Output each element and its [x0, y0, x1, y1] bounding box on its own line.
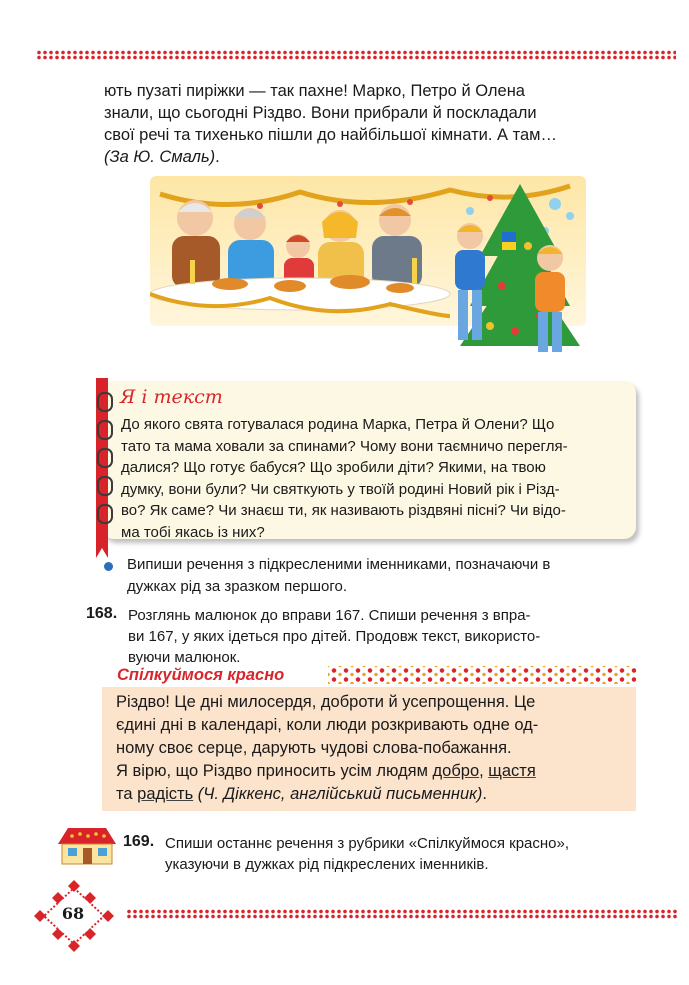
- story-source-end: .: [215, 148, 220, 166]
- binder-ring-icon: [97, 504, 113, 524]
- top-embroidery-border: [36, 50, 676, 60]
- talk-line-4-start: Я вірю, що Різдво приносить усім людям: [116, 762, 433, 780]
- story-line: свої речі та тихенько пішли до найбільшої кімнати. А там…: [104, 126, 558, 144]
- talk-line: Різдво! Це дні милосердя, доброти й усепрощення. Це: [116, 693, 536, 711]
- question-line: До якого свята готувалася родина Марка, Петра й Олени? Що: [121, 416, 555, 433]
- question-line: думку, вони були? Чи святкують у твоїй родині Новий рік і Різд-: [121, 480, 560, 498]
- underlined-word-shchastia: щастя: [488, 762, 536, 780]
- task-line: дужках рід за зразком першого.: [127, 577, 347, 595]
- exercise-168-text: [128, 605, 635, 668]
- talk-line-5-start: та: [116, 785, 138, 803]
- story-source: (За Ю. Смаль): [104, 148, 216, 166]
- binder-ring-icon: [97, 476, 113, 496]
- spilkuimosia-heading: Спілкуймося красно: [117, 666, 285, 684]
- story-source-line: [104, 146, 635, 168]
- spilkuimosia-text: [116, 691, 634, 806]
- exercise-line: указуючи в дужках рід підкреслених іменників.: [165, 856, 489, 873]
- page-number: 68: [61, 904, 85, 923]
- exercise-169-text: [165, 833, 635, 875]
- exercise-line: Спиши останнє речення з рубрики «Спілкуймося красно»,: [165, 835, 570, 852]
- ribbon-notch-icon: [96, 548, 108, 558]
- talk-line: [116, 783, 634, 806]
- underlined-word-dobro: добро: [432, 762, 480, 780]
- story-line: знали, що сьогодні Різдво. Вони прибрали й поскладали: [104, 104, 537, 122]
- bullet-task: [127, 554, 635, 597]
- bullet-icon: [104, 562, 113, 571]
- citation: (Ч. Діккенс, англійський письменник): [193, 785, 483, 803]
- question-line: далися? Що готує бабуся? Що зробили діти? Якими, на твою: [121, 459, 546, 476]
- christmas-family-illustration: [150, 176, 586, 372]
- story-paragraph: [104, 80, 635, 168]
- comma: ,: [479, 762, 489, 780]
- exercise-168-number: 168.: [86, 605, 118, 622]
- talk-line-5-end: .: [482, 785, 487, 803]
- exercise-line: ви 167, у яких ідеться про дітей. Продовж текст, використо-: [128, 628, 541, 645]
- talk-line: ному своє серце, дарують чудові слова-побажання.: [116, 739, 512, 757]
- question-line: тато та мама ховали за спинами? Чому вони таємничо перегля-: [121, 437, 568, 455]
- story-line: ють пузаті пиріжки — так пахне! Марко, Петро й Олена: [104, 82, 525, 100]
- binder-ring-icon: [97, 448, 113, 468]
- exercise-169-number: 169.: [123, 833, 155, 850]
- underlined-word-radist: радість: [137, 785, 194, 803]
- embroidery-ornament-strip: [328, 666, 636, 684]
- bottom-embroidery-border: [126, 909, 678, 919]
- question-line: во? Як саме? Чи знаєш ти, як називають різдвяні пісні? Чи відо-: [121, 502, 566, 519]
- task-line: Випиши речення з підкресленими іменниками, позначаючи в: [127, 556, 551, 573]
- ya-i-tekst-title: Я і текст: [120, 386, 223, 408]
- talk-line: єдині дні в календарі, коли люди розкривають одне од-: [116, 716, 539, 734]
- exercise-line: Розглянь малюнок до вправи 167. Спиши речення з впра-: [128, 607, 531, 624]
- talk-line: [116, 760, 634, 783]
- ukrainian-house-icon: [54, 826, 120, 866]
- question-line: ма тобі якась із них?: [121, 523, 265, 541]
- binder-ring-icon: [97, 420, 113, 440]
- binder-ring-icon: [97, 392, 113, 412]
- exercise-line: вуючи малюнок.: [128, 649, 241, 666]
- ya-i-tekst-questions: [121, 414, 623, 543]
